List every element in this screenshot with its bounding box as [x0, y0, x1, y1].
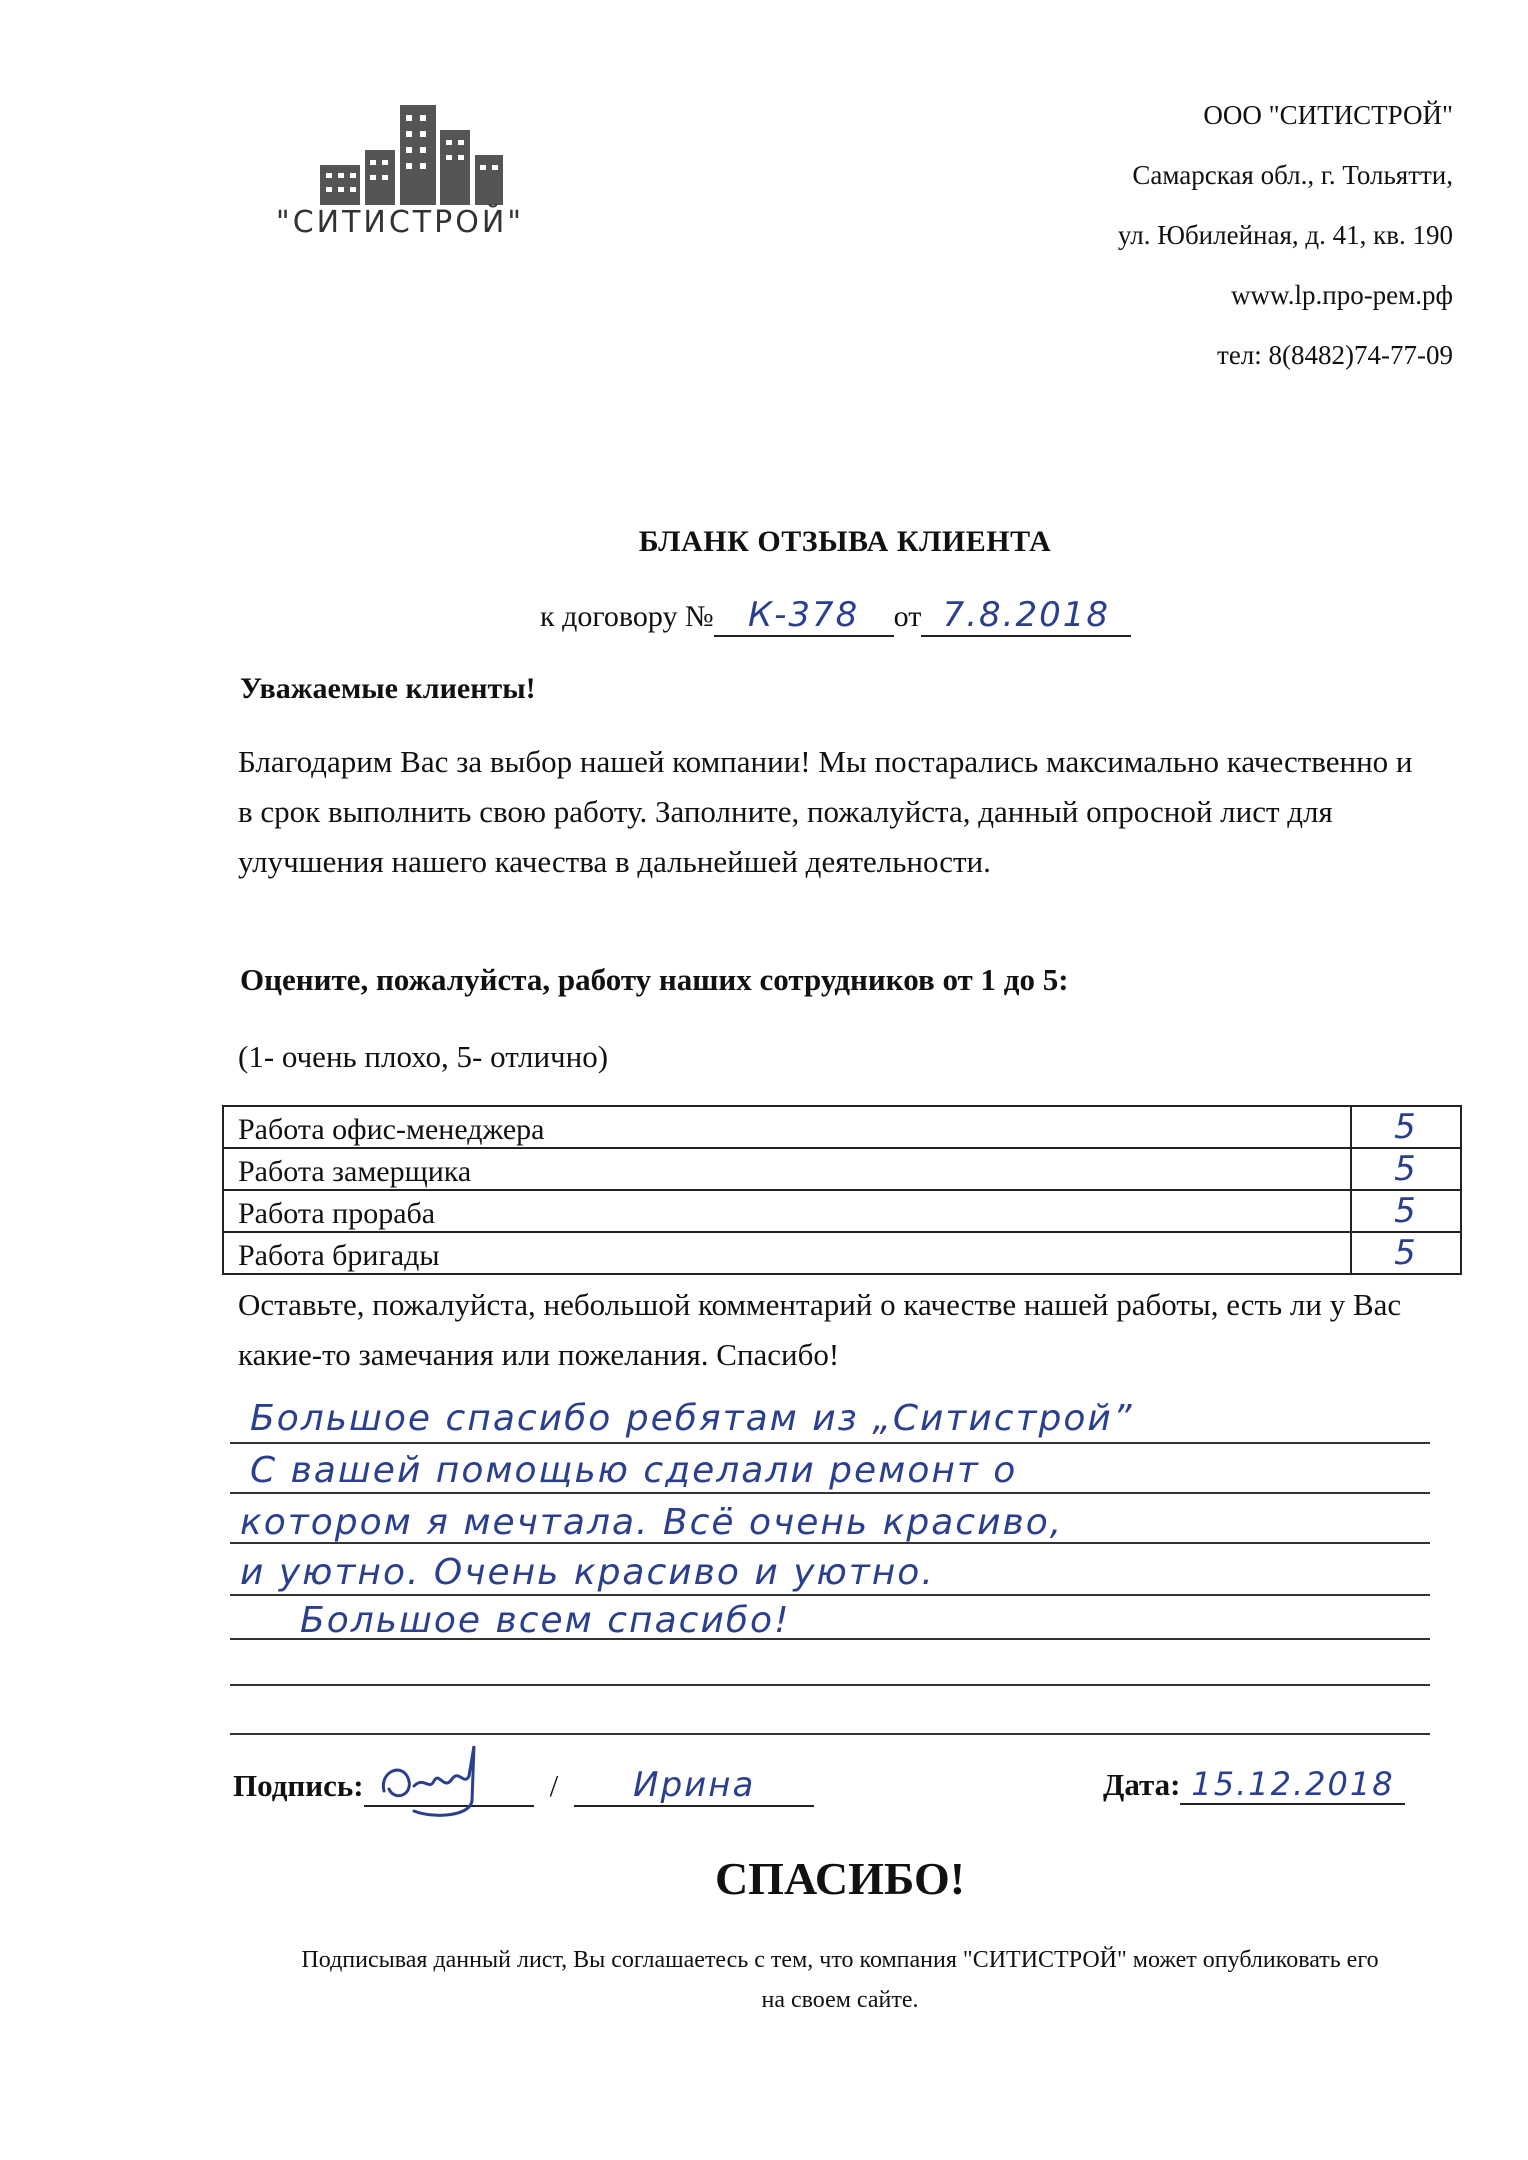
comment-line-rule [230, 1442, 1430, 1444]
signature-separator: / [549, 1768, 559, 1803]
comment-prompt: Оставьте, пожалуйста, небольшой комментарий о качестве нашей работы, есть ли у Вас какие-то замечания или пожелания. Спасибо! [238, 1287, 1402, 1372]
rating-label: Работа прораба [223, 1190, 1351, 1232]
table-row [223, 1232, 1461, 1274]
form-title: БЛАНК ОТЗЫВА КЛИЕНТА [638, 525, 1052, 558]
footer-note: Подписывая данный лист, Вы соглашаетесь с тем, что компания "СИТИСТРОЙ" может опубликовать его на своем сайте. [301, 1947, 1379, 2013]
date-value: 15.12.2018 [1191, 1765, 1395, 1803]
rating-scale: (1- очень плохо, 5- отлично) [238, 1039, 609, 1074]
thanks-heading: СПАСИБО! [714, 1853, 966, 1904]
contract-date: 7.8.2018 [942, 595, 1111, 635]
contract-number: К-378 [747, 595, 860, 635]
comment-text: Большое всем спасибо! [300, 1600, 791, 1641]
rating-label: Работа бригады [223, 1232, 1351, 1274]
ratings-table [222, 1105, 1462, 1275]
rating-label: Работа замерщика [223, 1148, 1351, 1190]
building-logo-icon [320, 95, 520, 215]
signature-label: Подпись: [233, 1768, 364, 1803]
comment-text: Большое спасибо ребятам из „Ситистрой” [250, 1398, 1134, 1439]
comment-text: котором я мечтала. Всё очень красиво, [240, 1502, 1064, 1543]
logo-text: "СИТИСТРОЙ" [275, 205, 525, 240]
comment-line-rule [230, 1492, 1430, 1494]
contract-from-label: от [893, 600, 922, 633]
company-address-1: Самарская обл., г. Тольятти, [1132, 160, 1453, 190]
company-info [753, 85, 1453, 385]
comment-line-rule [230, 1733, 1430, 1735]
comment-text: и уютно. Очень красиво и уютно. [240, 1552, 935, 1593]
date-label: Дата: [1103, 1767, 1181, 1802]
greeting: Уважаемые клиенты! [240, 672, 536, 705]
rating-label: Работа офис-менеджера [223, 1106, 1351, 1148]
table-row [223, 1190, 1461, 1232]
company-website: www.lp.про-рем.рф [1231, 280, 1453, 310]
signature-block [233, 1765, 814, 1807]
rating-score: 5 [1394, 1233, 1418, 1273]
date-block [1103, 1765, 1405, 1805]
company-phone: тел: 8(8482)74-77-09 [1217, 340, 1453, 370]
rating-score: 5 [1394, 1149, 1418, 1189]
signature-name: Ирина [633, 1765, 756, 1805]
contract-prefix: к договору № [540, 600, 714, 633]
company-logo [270, 95, 530, 245]
rating-prompt: Оцените, пожалуйста, работу наших сотрудников от 1 до 5: [240, 962, 1069, 997]
company-address-2: ул. Юбилейная, д. 41, кв. 190 [1117, 220, 1453, 250]
company-name: ООО "СИТИСТРОЙ" [1203, 100, 1453, 130]
rating-score: 5 [1394, 1191, 1418, 1231]
rating-score: 5 [1394, 1107, 1418, 1147]
handwritten-signature-icon [374, 1741, 524, 1821]
comment-line-rule [230, 1594, 1430, 1596]
contract-line [540, 595, 1131, 637]
comment-line-rule [230, 1684, 1430, 1686]
comment-text: С вашей помощью сделали ремонт о [250, 1450, 1018, 1491]
table-row [223, 1106, 1461, 1148]
intro-paragraph: Благодарим Вас за выбор нашей компании! Мы постарались максимально качественно и в срок выполнить свою работу. Заполните, пожалуйста, данный опросной лист для улучшения нашего качества в дальнейшей деятельности. [238, 744, 1413, 879]
table-row [223, 1148, 1461, 1190]
